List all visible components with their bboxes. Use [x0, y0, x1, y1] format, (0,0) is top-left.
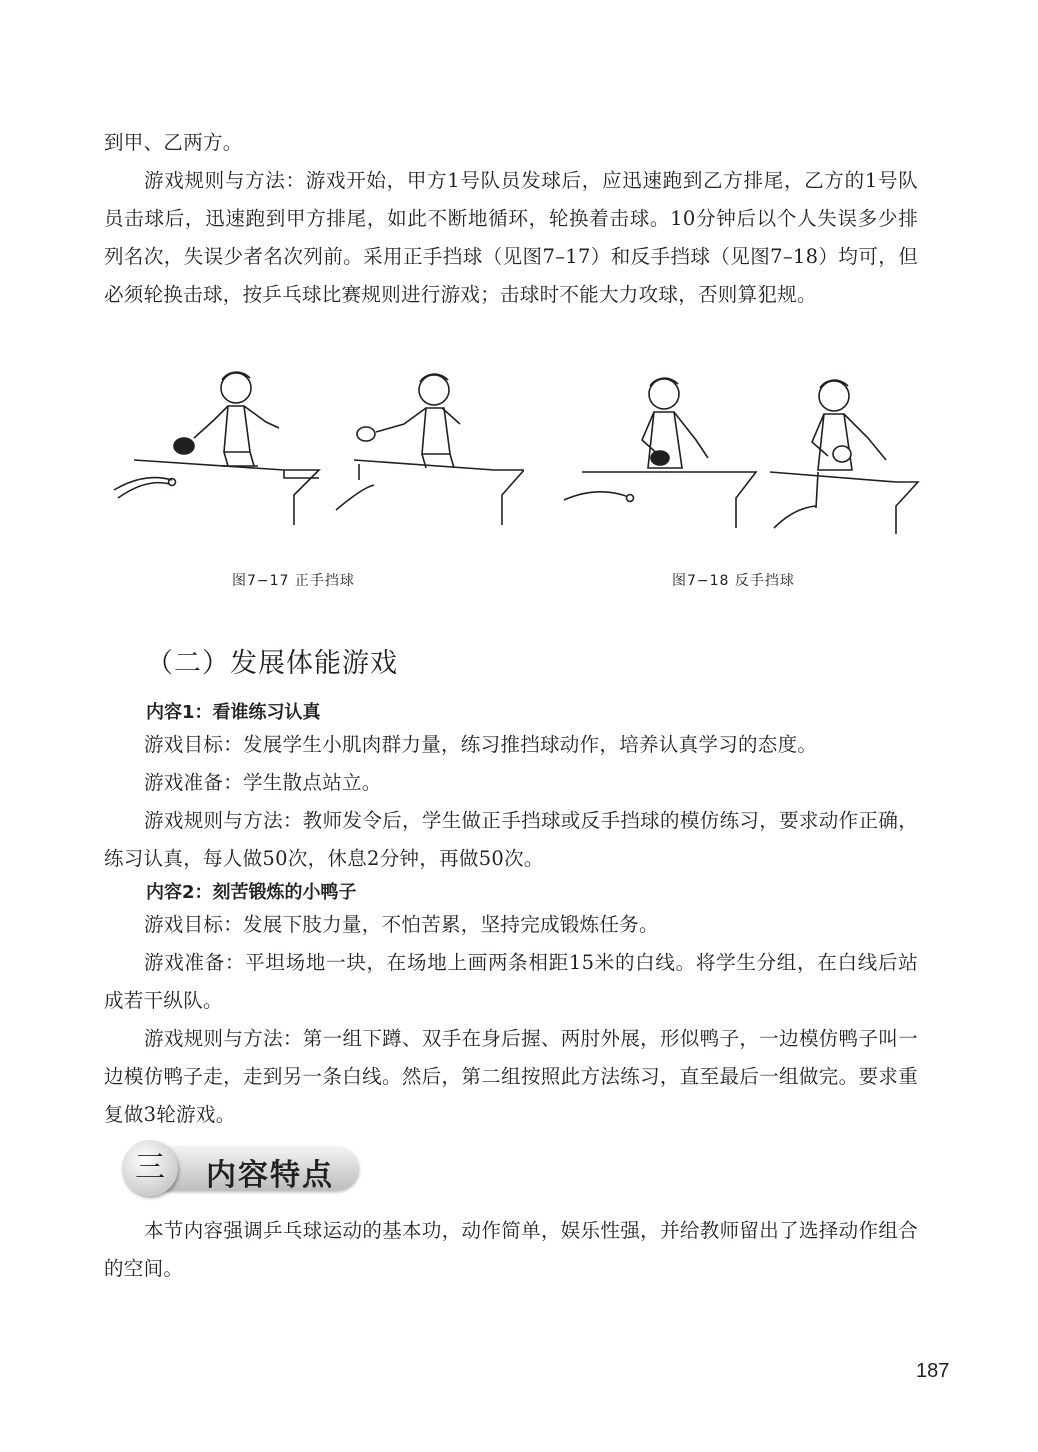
section-badge: [122, 1140, 362, 1196]
content1-rules: 游戏规则与方法：教师发令后，学生做正手挡球或反手挡球的模仿练习，要求动作正确，练习认真，每人做50次，休息2分钟，再做50次。: [104, 809, 918, 870]
forehand-block-illustration: [104, 360, 524, 540]
content2-goal: 游戏目标：发展下肢力量，不怕苦累，坚持完成锻炼任务。: [144, 913, 659, 936]
section3-paragraph: 本节内容强调乒乓球运动的基本功，动作简单，娱乐性强，并给教师留出了选择动作组合的空间。: [104, 1219, 918, 1280]
content1-heading: 内容1：看谁练习认真: [146, 702, 321, 723]
content2-rules: 游戏规则与方法：第一组下蹲、双手在身后握、两肘外展，形似鸭子，一边模仿鸭子叫一边模仿鸭子走，走到另一条白线。然后，第二组按照此方法练习，直至最后一组做完。要求重复做3轮游戏。: [104, 1027, 918, 1126]
badge-number: 三: [122, 1140, 178, 1196]
content1-goal: 游戏目标：发展学生小肌肉群力量，练习推挡球动作，培养认真学习的态度。: [144, 733, 818, 756]
paragraph-game-rules: 游戏规则与方法：游戏开始，甲方1号队员发球后，应迅速跑到乙方排尾，乙方的1号队员击球后，迅速跑到甲方排尾，如此不断地循环，轮换着击球。10分钟后以个人失误多少排列名次，失误少者名次列前。采用正手挡球（见图7–17）和反手挡球（见图7–18）均可，但必须轮换击球，按乒乓球比赛规则进行游戏；击球时不能大力攻球，否则算犯规。: [104, 169, 918, 306]
content1-prep: 游戏准备：学生散点站立。: [144, 771, 382, 794]
page-number: 187: [916, 1360, 950, 1382]
paragraph-continuation: 到甲、乙两方。: [104, 131, 243, 154]
content2-heading: 内容2：刻苦锻炼的小鸭子: [146, 882, 357, 903]
badge-title: 内容特点: [206, 1158, 334, 1193]
content2-prep: 游戏准备：平坦场地一块，在场地上画两条相距15米的白线。将学生分组，在白线后站成若干纵队。: [104, 951, 918, 1012]
figure-caption-7-18: 图7−18 反手挡球: [672, 573, 795, 589]
section-heading: （二）发展体能游戏: [146, 648, 398, 679]
backhand-block-illustration: [556, 360, 926, 540]
figure-caption-7-17: 图7−17 正手挡球: [232, 573, 355, 589]
